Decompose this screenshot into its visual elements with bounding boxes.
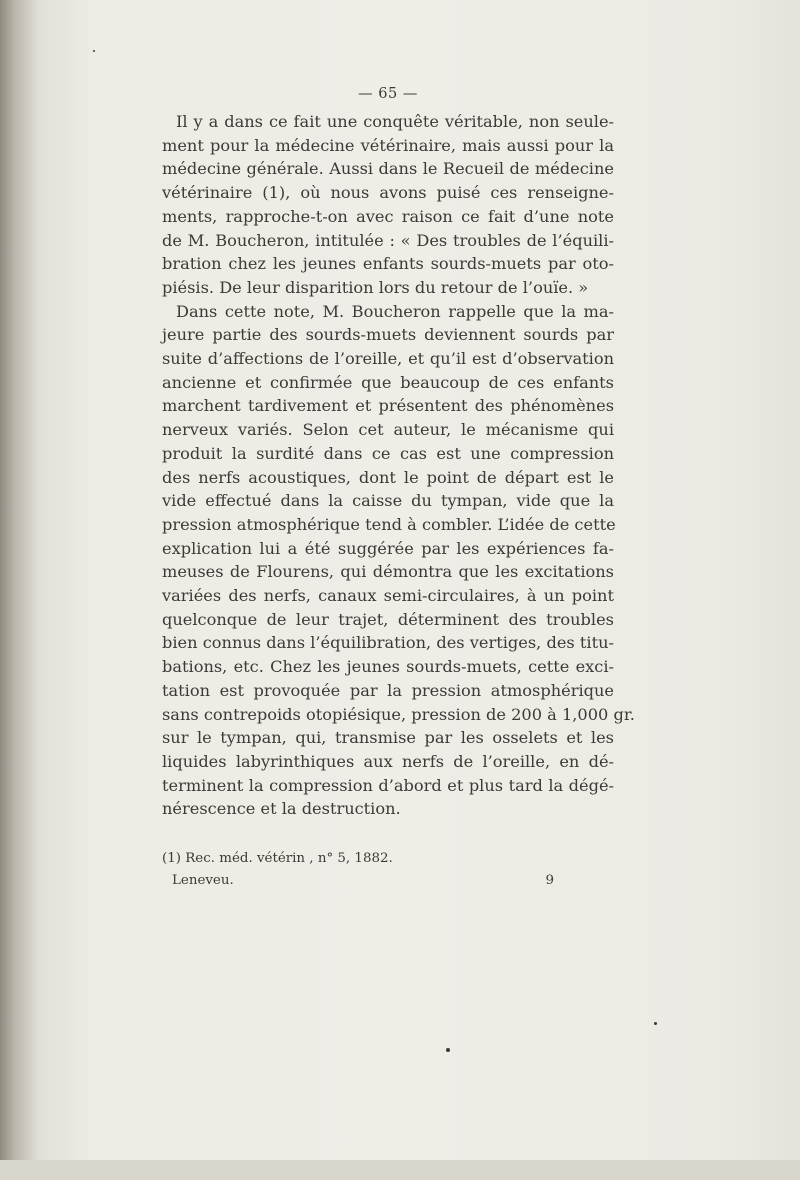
text-line: liquides labyrinthiques aux nerfs de l’oreille, en dé-: [162, 751, 614, 771]
text-line: vétérinaire (1), où nous avons puisé ces renseigne-: [162, 183, 614, 203]
text-line: sur le tympan, qui, transmise par les osselets et les: [162, 728, 614, 748]
paragraph-2: [162, 300, 635, 821]
footnote: (1) Rec. méd. vétérin , n° 5, 1882.: [162, 851, 393, 866]
text-line: Dans cette note, M. Boucheron rappelle que la ma-: [176, 301, 614, 321]
text-line: meuses de Flourens, qui démontra que les excitations: [162, 562, 614, 582]
footnote-block: [162, 848, 614, 892]
text-line: bien connus dans l’équilibration, des vertiges, des titu-: [162, 633, 614, 653]
text-line: bations, etc. Chez les jeunes sourds-muets, cette exci-: [162, 657, 614, 677]
text-line: produit la surdité dans ce cas est une compression: [162, 443, 614, 463]
body-text: [162, 110, 635, 821]
text-line: des nerfs acoustiques, dont le point de départ est le: [162, 467, 614, 487]
signature-mark: 9: [545, 873, 554, 888]
text-line: nérescence et la destruction.: [162, 799, 401, 819]
text-line: tation est provoquée par la pression atmosphérique: [162, 680, 614, 700]
ink-speck: [446, 1048, 450, 1052]
text-line: pression atmosphérique tend à combler. L’idée de cette: [162, 514, 616, 534]
text-line: sans contrepoids otopiésique, pression de 200 à 1,000 gr.: [162, 704, 635, 724]
text-line: explication lui a été suggérée par les expériences fa-: [162, 538, 614, 558]
paragraph-1: [162, 110, 614, 300]
page-number: — 65 —: [358, 86, 418, 102]
text-line: bration chez les jeunes enfants sourds-muets par oto-: [162, 254, 614, 274]
text-line: piésis. De leur disparition lors du retour de l’ouïe. »: [162, 277, 589, 297]
text-line: ments, rapproche-t-on avec raison ce fait d’une note: [162, 206, 614, 226]
text-line: terminent la compression d’abord et plus tard la dégé-: [162, 775, 614, 795]
ink-speck: [93, 50, 95, 52]
text-line: ancienne et confirmée que beaucoup de ces enfants: [162, 372, 614, 392]
text-line: marchent tardivement et présentent des phénomènes: [162, 396, 614, 416]
text-line: quelconque de leur trajet, déterminent des troubles: [162, 609, 614, 629]
text-line: ment pour la médecine vétérinaire, mais aussi pour la: [162, 135, 614, 155]
signature-row: [162, 870, 554, 892]
text-line: médecine générale. Aussi dans le Recueil de médecine: [162, 159, 614, 179]
text-line: de M. Boucheron, intitulée : « Des troubles de l’équili-: [162, 230, 614, 250]
text-line: suite d’affections de l’oreille, et qu’il est d’observation: [162, 349, 614, 369]
text-line: variées des nerfs, canaux semi-circulaires, à un point: [162, 586, 614, 606]
text-line: Il y a dans ce fait une conquête véritable, non seule-: [176, 112, 614, 131]
text-line: jeure partie des sourds-muets deviennent sourds par: [162, 325, 614, 345]
text-line: vide effectué dans la caisse du tympan, vide que la: [162, 491, 614, 511]
ink-speck: [654, 1022, 657, 1025]
signature: Leneveu.: [172, 873, 234, 888]
text-line: nerveux variés. Selon cet auteur, le mécanisme qui: [162, 420, 614, 440]
